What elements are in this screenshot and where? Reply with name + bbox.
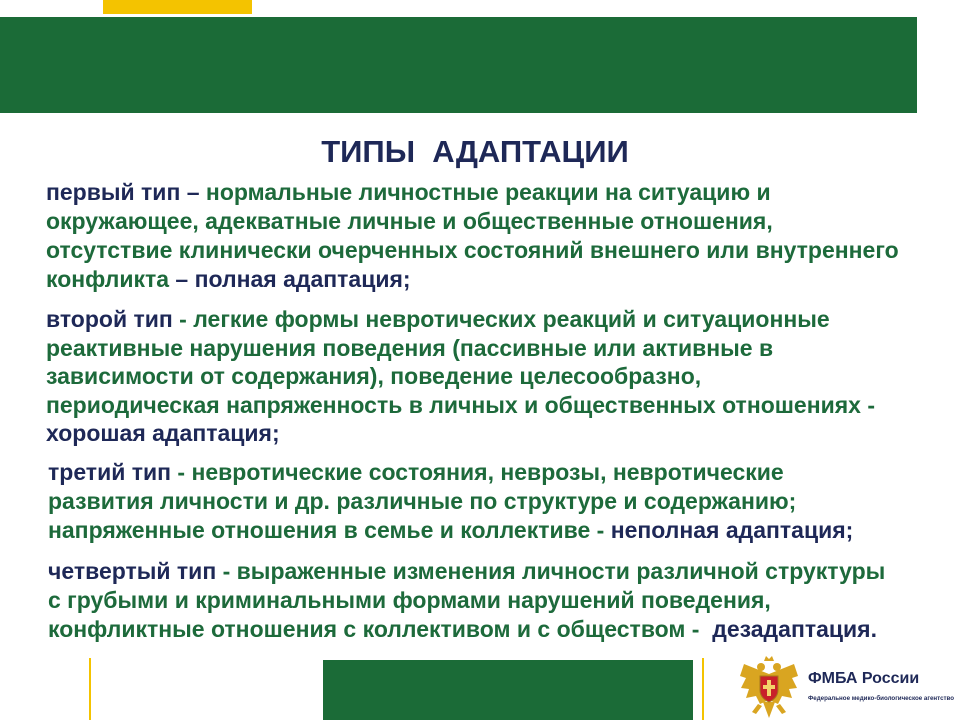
type-name: третий тип bbox=[48, 459, 172, 485]
bottom-right-yellow-rule bbox=[702, 658, 704, 720]
type-fourth bbox=[48, 557, 885, 644]
type-line bbox=[46, 178, 899, 207]
type-outcome: дезадаптация. bbox=[712, 616, 877, 642]
logo-subtitle: Федеральное медико-биологическое агентство bbox=[808, 695, 955, 702]
slide-title: ТИПЫ АДАПТАЦИИ bbox=[321, 134, 629, 169]
type-name: первый тип – bbox=[46, 179, 200, 205]
type-line: периодическая напряженность в личных и общественных отношениях - bbox=[46, 391, 876, 418]
type-description: - невротические состояния, неврозы, невротические bbox=[177, 459, 784, 485]
type-first bbox=[46, 178, 899, 294]
type-line: отсутствие клинически очерченных состояний внешнего или внутреннего bbox=[46, 237, 899, 263]
type-line: реактивные нарушения поведения (пассивные или активные в bbox=[46, 334, 774, 361]
type-line: зависимости от содержания), поведение целесообразно, bbox=[46, 363, 702, 389]
type-line bbox=[48, 615, 885, 644]
type-outcome: – полная адаптация; bbox=[175, 266, 411, 292]
top-yellow-accent bbox=[103, 0, 252, 14]
type-line bbox=[46, 305, 875, 334]
logo-title: ФМБА России bbox=[808, 670, 920, 687]
type-line: развития личности и др. различные по структуре и содержанию; bbox=[48, 488, 797, 514]
type-outcome: хорошая адаптация; bbox=[46, 420, 280, 446]
type-description: конфликтные отношения с коллективом и с обществом - bbox=[48, 616, 700, 642]
type-second bbox=[46, 305, 875, 448]
type-description: нормальные личностные реакции на ситуацию и bbox=[205, 179, 771, 205]
type-outcome: неполная адаптация; bbox=[610, 517, 854, 543]
eagle-emblem-icon bbox=[736, 654, 802, 720]
type-line bbox=[48, 458, 853, 487]
footer-green-block bbox=[323, 660, 693, 720]
type-line bbox=[48, 557, 885, 586]
type-line bbox=[46, 265, 899, 294]
type-third bbox=[48, 458, 853, 545]
type-line: с грубыми и криминальными формами нарушений поведения, bbox=[48, 587, 771, 613]
type-name: второй тип bbox=[46, 306, 173, 332]
type-description: конфликта bbox=[46, 266, 170, 292]
type-line: окружающее, адекватные личные и общественные отношения, bbox=[46, 208, 773, 234]
type-line bbox=[48, 516, 853, 545]
header-banner bbox=[0, 17, 917, 113]
type-description: напряженные отношения в семье и коллективе - bbox=[48, 517, 605, 543]
type-name: четвертый тип bbox=[48, 558, 217, 584]
type-description: - выраженные изменения личности различной структуры bbox=[222, 558, 886, 584]
type-description: - легкие формы невротических реакций и ситуационные bbox=[179, 306, 830, 332]
bottom-left-yellow-rule bbox=[89, 658, 91, 720]
